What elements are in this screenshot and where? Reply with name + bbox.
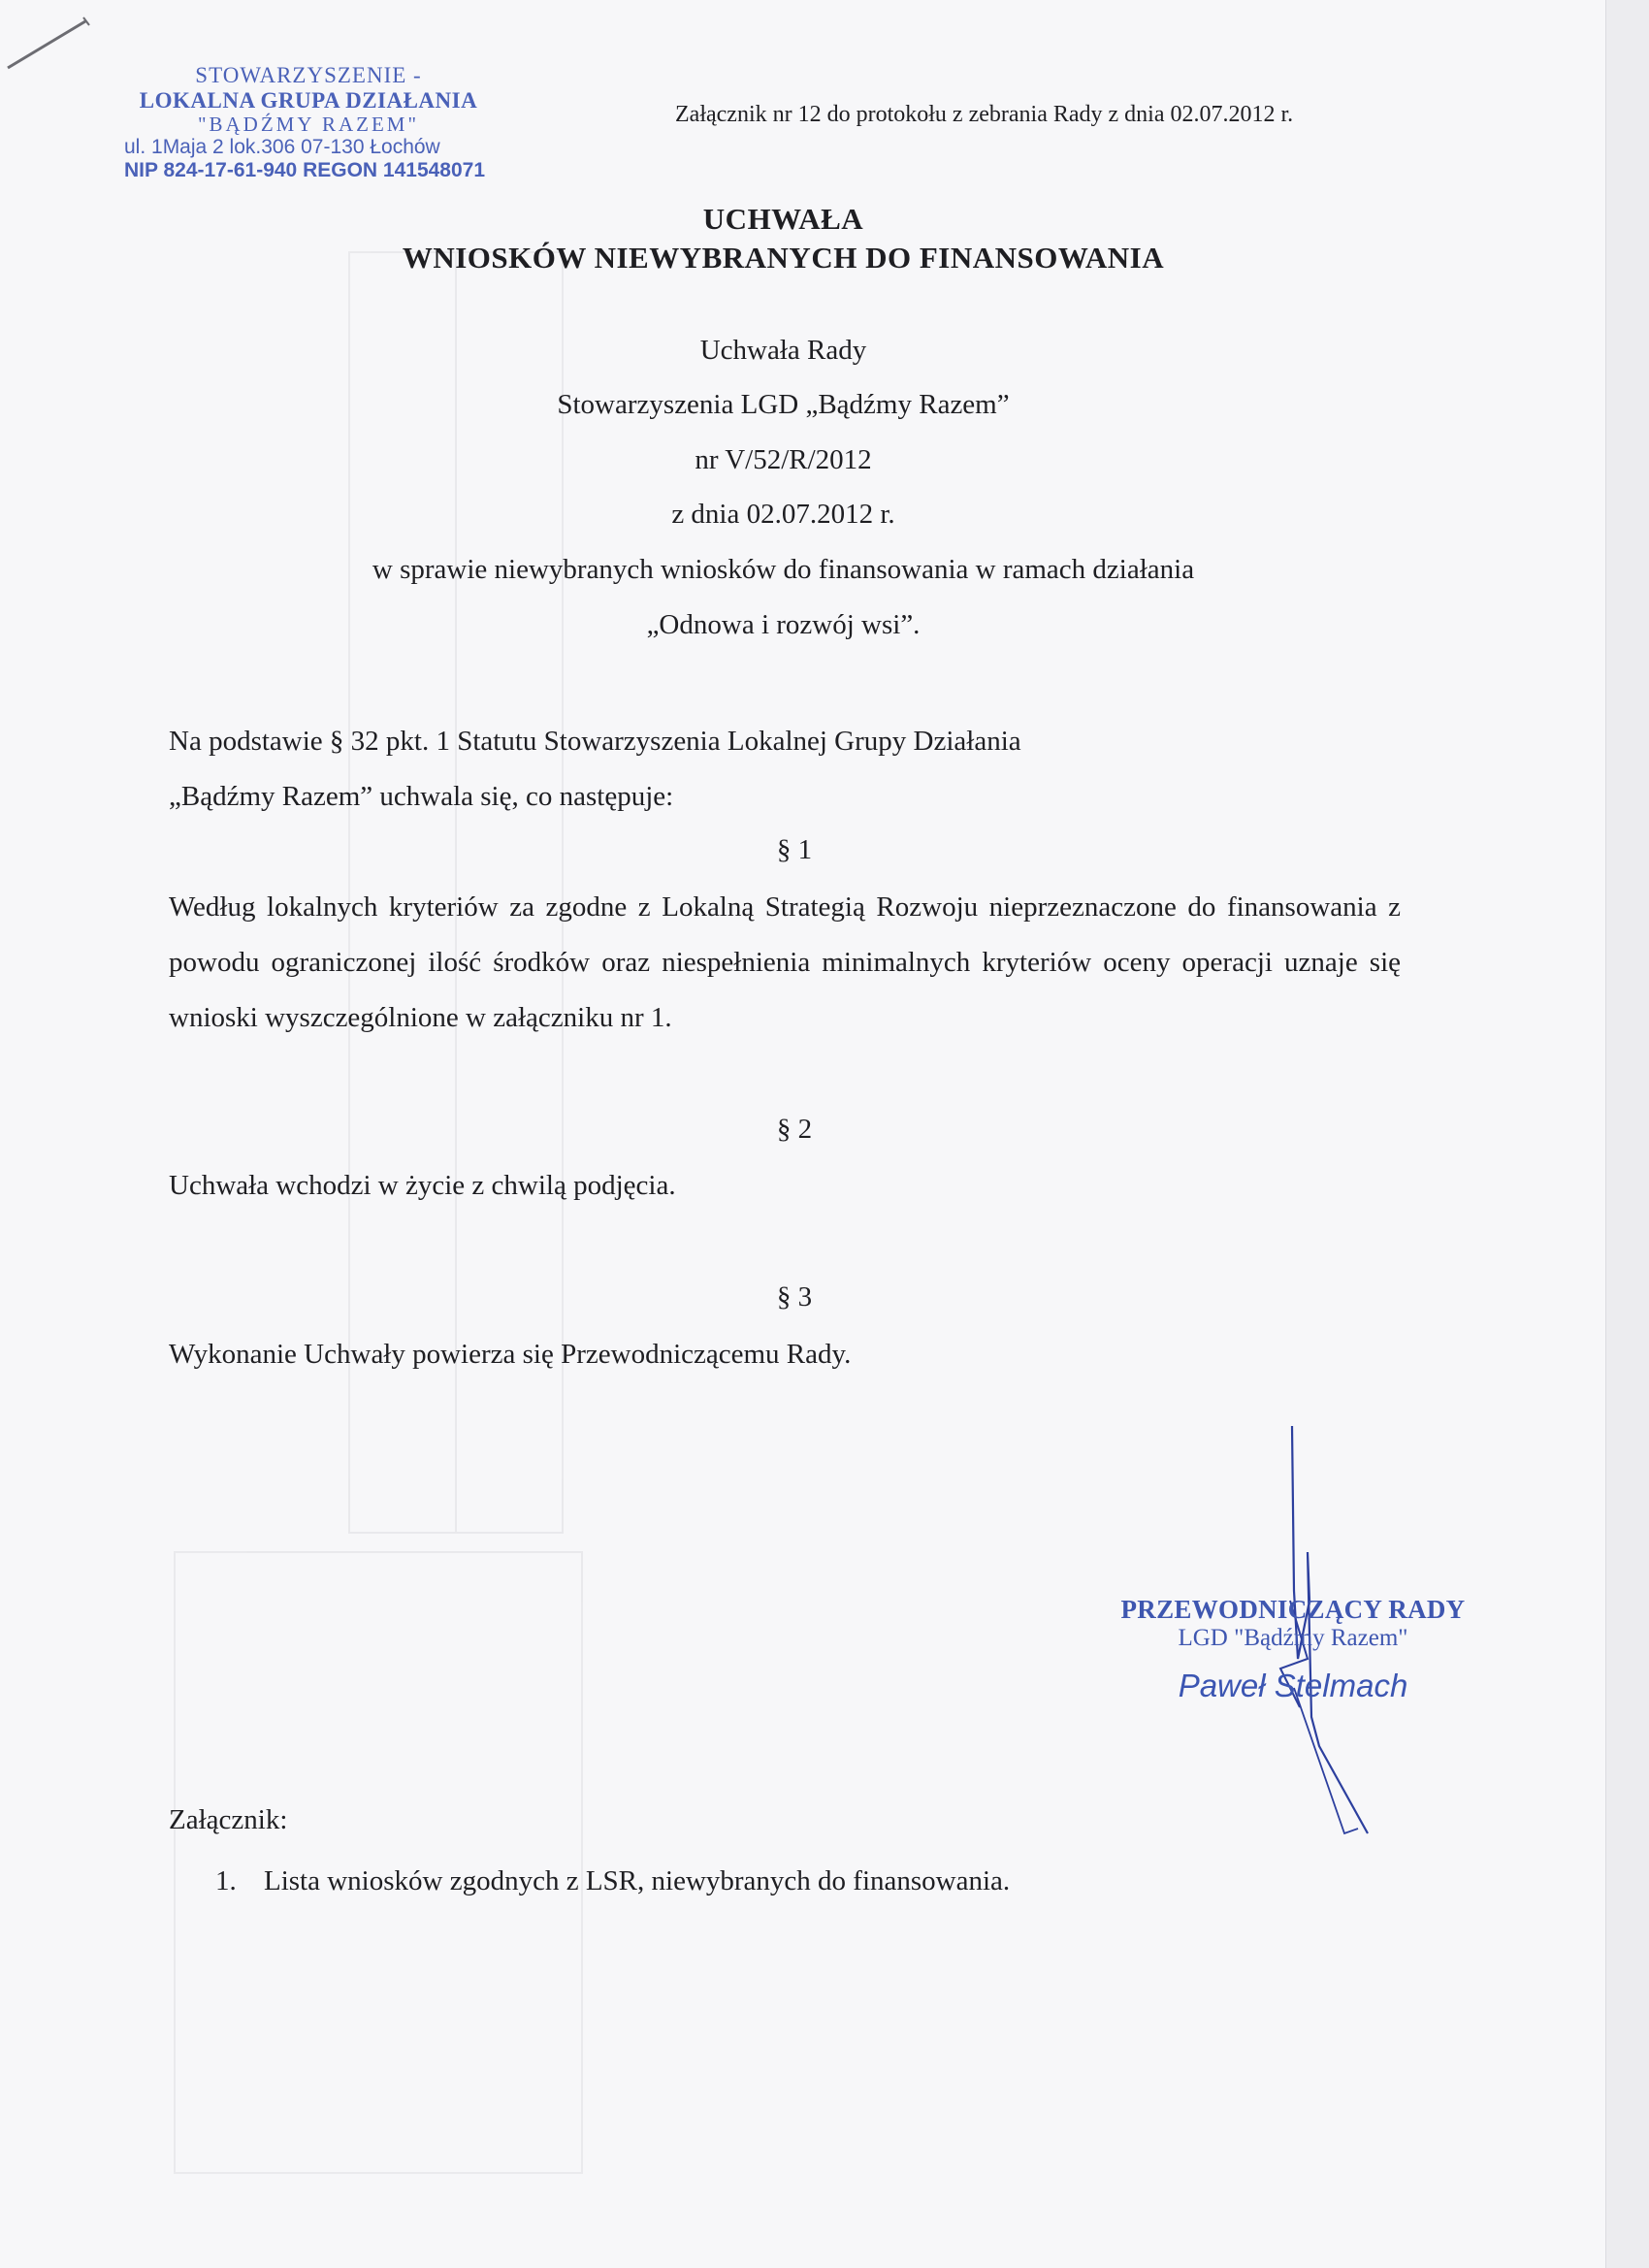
signature-role: PRZEWODNICZĄCY RADY (1120, 1595, 1466, 1624)
resolution-subject: „Odnowa i rozwój wsi”. (646, 609, 921, 640)
list-item-text: Lista wniosków zgodnych z LSR, niewybranych do finansowania. (264, 1865, 1011, 1896)
document-subtitle: WNIOSKÓW NIEWYBRANYCH DO FINANSOWANIA (402, 241, 1165, 275)
document-title: UCHWAŁA (702, 202, 864, 236)
section-mark: § 1 (776, 834, 813, 865)
list-item-number: 1. (215, 1865, 237, 1896)
resolution-line: Uchwała Rady (699, 335, 867, 366)
stamp-line: STOWARZYSZENIE - (195, 63, 422, 87)
chairman-signature-stamp (1109, 1596, 1477, 1703)
resolution-line: Stowarzyszenia LGD „Bądźmy Razem” (557, 389, 1010, 420)
resolution-date: z dnia 02.07.2012 r. (671, 499, 895, 530)
preamble-line: „Bądźmy Razem” uchwala się, co następuje: (169, 781, 674, 812)
attachment-note: Załącznik nr 12 do protokołu z zebrania Rady z dnia 02.07.2012 r. (675, 102, 1294, 127)
section-text: Według lokalnych kryteriów za zgodne z Lokalną Strategią Rozwoju nieprzeznaczone do finansowania z powodu ograniczonej ilość środków oraz niespełnienia minimalnych kryteriów oceny operacji uznaje się wnioski wyszczególnione w załączniku nr 1. (169, 891, 1401, 1033)
section-mark: § 3 (776, 1281, 813, 1312)
stamp-address: ul. 1Maja 2 lok.306 07-130 Łochów (124, 136, 440, 159)
stamp-registry: NIP 824-17-61-940 REGON 141548071 (124, 158, 486, 181)
preamble-line: Na podstawie § 32 pkt. 1 Statutu Stowarzyszenia Lokalnej Grupy Działania (169, 726, 1021, 757)
preamble (169, 714, 1401, 825)
section-mark: § 2 (776, 1114, 813, 1145)
attachments-heading: Załącznik: (169, 1804, 288, 1835)
signature-organization: LGD "Bądźmy Razem" (1178, 1624, 1408, 1651)
resolution-number: nr V/52/R/2012 (695, 444, 872, 475)
section-text: Uchwała wchodzi w życie z chwilą podjęcia. (169, 1170, 676, 1201)
attachments-list (215, 1865, 1010, 1897)
pen-stroke-mark (0, 0, 116, 87)
section-text: Wykonanie Uchwały powierza się Przewodniczącemu Rady. (169, 1339, 852, 1370)
association-stamp (124, 63, 493, 181)
signature-name: Paweł Stelmach (1178, 1668, 1408, 1704)
list-item (215, 1865, 1010, 1897)
stamp-line: LOKALNA GRUPA DZIAŁANIA (139, 87, 478, 113)
resolution-subject: w sprawie niewybranych wniosków do finansowania w ramach działania (372, 554, 1195, 585)
stamp-line: "BĄDŹMY RAZEM" (197, 112, 420, 136)
page-edge (1605, 0, 1649, 2268)
